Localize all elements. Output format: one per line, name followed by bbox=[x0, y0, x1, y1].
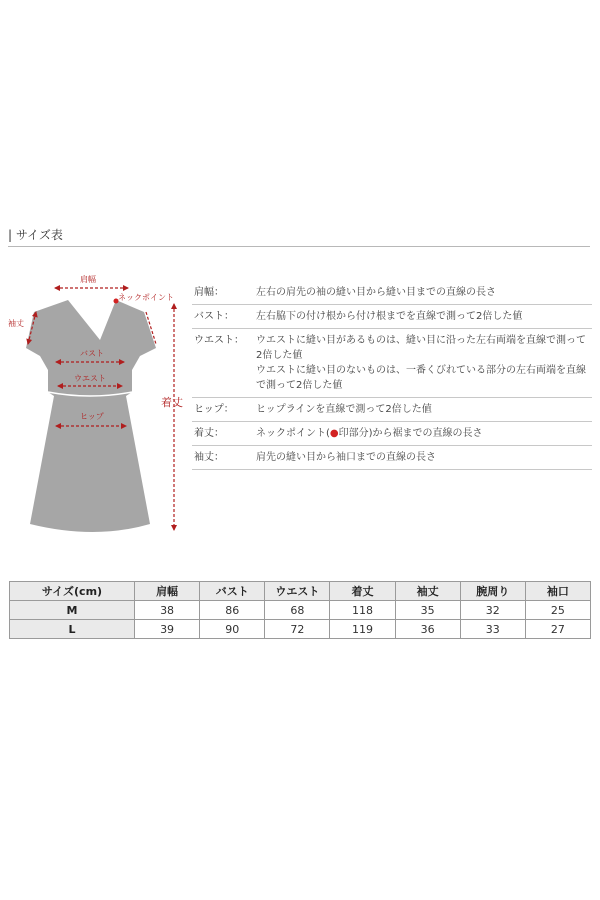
column-header: ウエスト bbox=[265, 582, 330, 601]
column-header: サイズ(cm) bbox=[10, 582, 135, 601]
label-bust: バスト bbox=[80, 349, 104, 358]
label-shoulder: 肩幅 bbox=[80, 275, 96, 284]
definition-text: ウエストに縫い目があるものは、縫い目に沿った左右両端を直線で測って2倍した値 bbox=[256, 335, 586, 361]
dress-measurement-diagram bbox=[0, 260, 192, 550]
label-length: 着丈 bbox=[161, 396, 183, 409]
table-cell: 36 bbox=[395, 620, 460, 639]
size-label: L bbox=[10, 620, 135, 639]
definition-term: 肩幅： bbox=[194, 287, 224, 298]
table-cell: 72 bbox=[265, 620, 330, 639]
size-label: M bbox=[10, 601, 135, 620]
definition-text: 肩先の縫い目から袖口までの直線の長さ bbox=[256, 452, 436, 463]
definition-term: ヒップ： bbox=[194, 404, 234, 415]
table-cell: 119 bbox=[330, 620, 395, 639]
definition-row-shoulder bbox=[192, 281, 592, 305]
definition-term: 袖丈： bbox=[194, 452, 224, 463]
definition-row-bust bbox=[192, 305, 592, 329]
definition-text: ヒップラインを直線で測って2倍した値 bbox=[256, 404, 432, 415]
table-cell: 27 bbox=[525, 620, 590, 639]
definition-text-block bbox=[256, 333, 592, 393]
size-table bbox=[9, 581, 591, 639]
definition-row-sleeve bbox=[192, 446, 592, 470]
table-cell: 33 bbox=[460, 620, 525, 639]
label-sleeve: 袖丈 bbox=[8, 319, 24, 328]
section-divider bbox=[8, 246, 590, 247]
section-title: | サイズ表 bbox=[8, 228, 63, 242]
measurement-definitions bbox=[192, 281, 592, 470]
column-header: バスト bbox=[200, 582, 265, 601]
red-dot-mark: ● bbox=[329, 428, 339, 439]
column-header: 肩幅 bbox=[135, 582, 200, 601]
table-cell: 38 bbox=[135, 601, 200, 620]
table-cell: 32 bbox=[460, 601, 525, 620]
table-cell: 68 bbox=[265, 601, 330, 620]
label-neckpoint: ネックポイント bbox=[118, 293, 174, 302]
table-cell: 90 bbox=[200, 620, 265, 639]
definition-text-before: ネックポイント( bbox=[256, 428, 330, 439]
table-row bbox=[10, 620, 591, 639]
column-header: 袖丈 bbox=[395, 582, 460, 601]
label-waist: ウエスト bbox=[74, 374, 106, 383]
definition-row-waist bbox=[192, 329, 592, 398]
table-cell: 35 bbox=[395, 601, 460, 620]
definition-text: ウエストに縫い目のないものは、一番くびれている部分の左右両端を直線で測って2倍した値 bbox=[256, 365, 586, 391]
table-cell: 118 bbox=[330, 601, 395, 620]
definition-term: 着丈： bbox=[194, 428, 224, 439]
definition-term: ウエスト： bbox=[194, 335, 244, 346]
definition-term: バスト： bbox=[194, 311, 234, 322]
table-cell: 39 bbox=[135, 620, 200, 639]
table-cell: 25 bbox=[525, 601, 590, 620]
table-cell: 86 bbox=[200, 601, 265, 620]
definition-text: 左右の肩先の袖の縫い目から縫い目までの直線の長さ bbox=[256, 287, 496, 298]
table-header-row bbox=[10, 582, 591, 601]
definition-row-hip bbox=[192, 398, 592, 422]
definition-row-length bbox=[192, 422, 592, 446]
definition-text-after: 印部分)から裾までの直線の長さ bbox=[338, 428, 483, 439]
table-row bbox=[10, 601, 591, 620]
column-header: 着丈 bbox=[330, 582, 395, 601]
label-hip: ヒップ bbox=[80, 412, 104, 421]
definition-text: 左右脇下の付け根から付け根までを直線で測って2倍した値 bbox=[256, 311, 523, 322]
column-header: 袖口 bbox=[525, 582, 590, 601]
definition-text bbox=[256, 426, 592, 441]
column-header: 腕周り bbox=[460, 582, 525, 601]
